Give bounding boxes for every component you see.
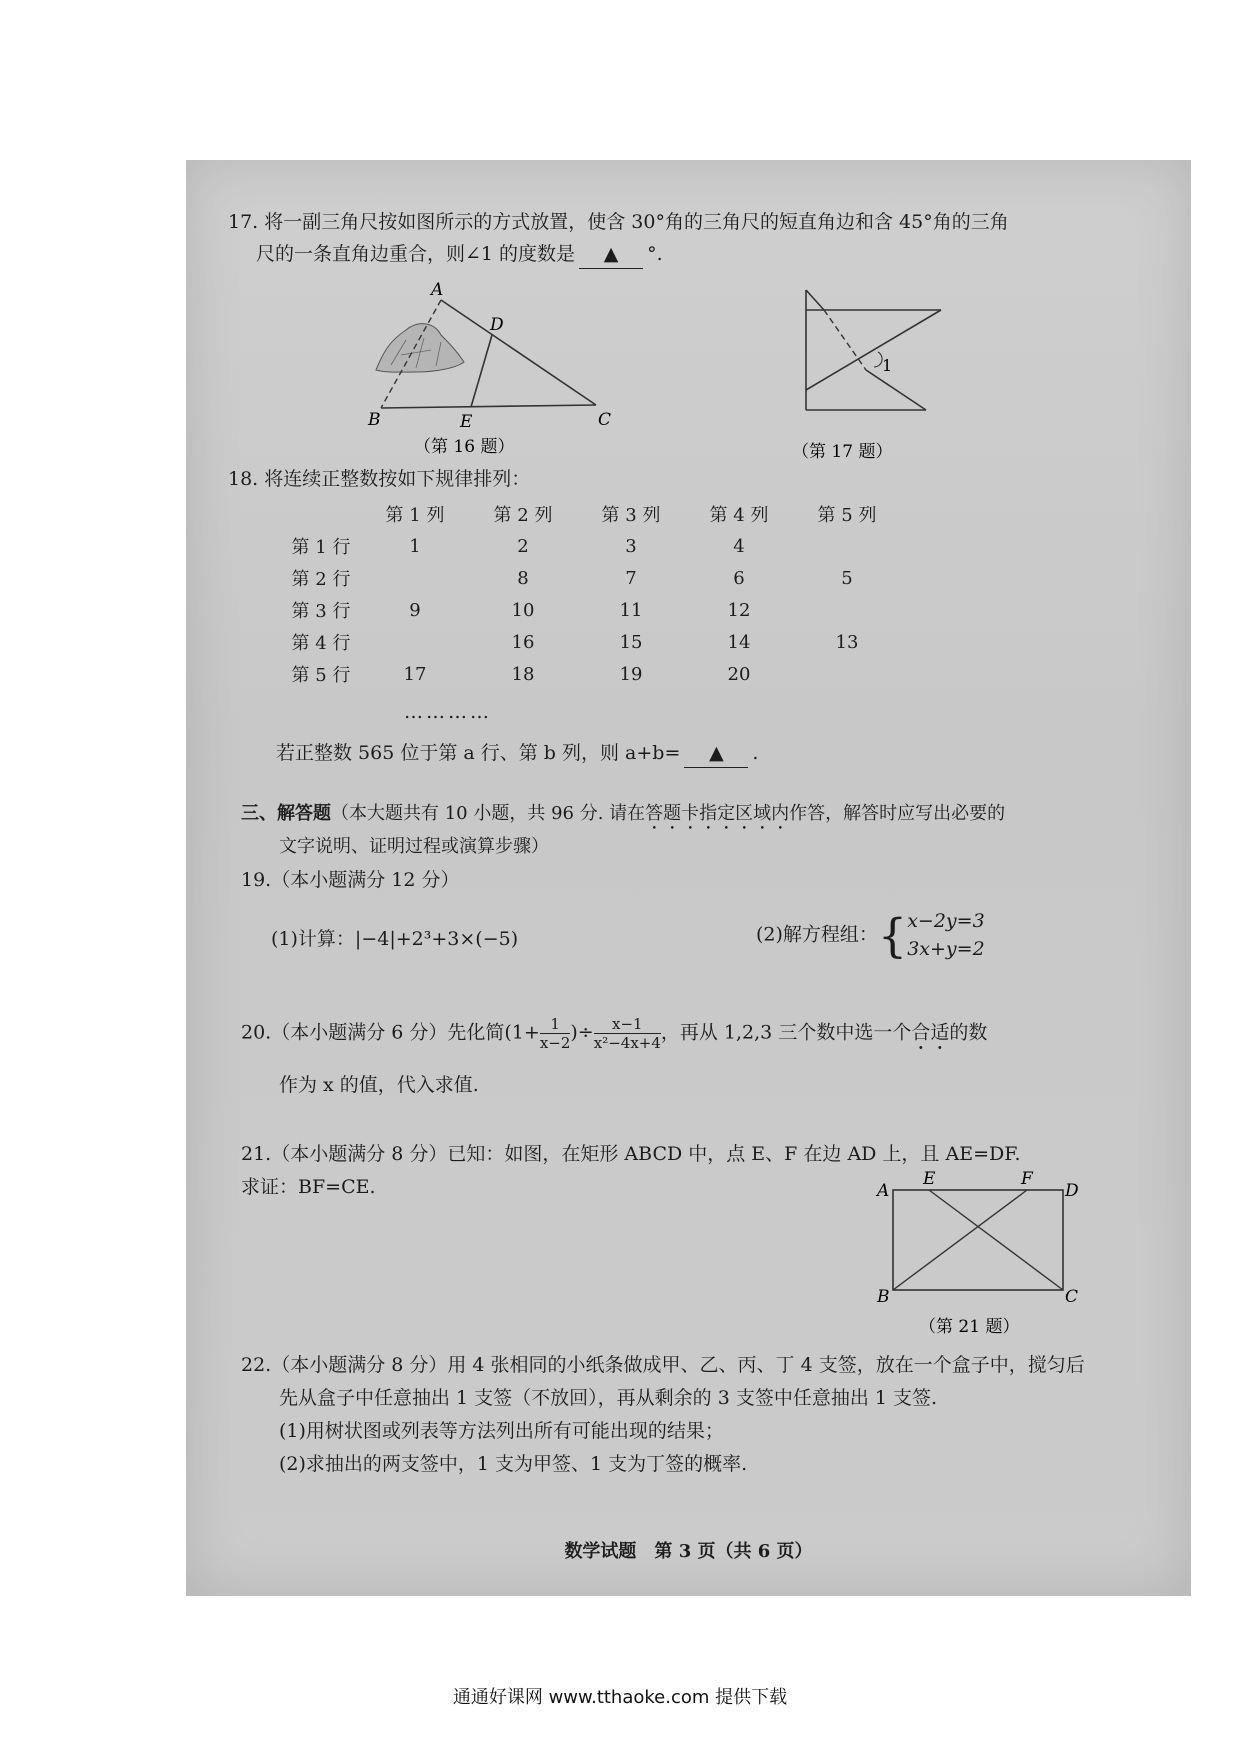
column-header: 第 3 列	[601, 505, 661, 526]
q20-line2: 作为 x 的值，代入求值.	[279, 1074, 479, 1096]
section-3-heading: 三、解答题（本大题共有 10 小题，共 96 分. 请在答题卡指定区域内作答，解答时应写出必要的	[241, 803, 1006, 824]
table-row	[281, 530, 901, 562]
fraction-1: $\frac{1}{x-2}$	[539, 1015, 571, 1052]
table-cell	[361, 626, 469, 658]
table-cell	[793, 594, 901, 626]
table-cell: 15	[619, 631, 643, 653]
q17-line2: 尺的一条直角边重合，则∠1 的度数是 ▲ °.	[256, 242, 663, 269]
hidden-edge-dashed	[824, 310, 866, 370]
table-cell: 9	[409, 599, 421, 621]
row-label: 第 1 行	[291, 537, 351, 558]
label-A: A	[877, 1181, 890, 1201]
table-cell: 7	[625, 567, 637, 589]
label-B: B	[368, 410, 381, 430]
label-E: E	[460, 412, 473, 432]
row-label: 第 2 行	[291, 569, 351, 590]
section-3-desc2: 文字说明、证明过程或演算步骤）	[279, 836, 549, 857]
q22-line2: 先从盒子中任意抽出 1 支签（不放回），再从剩余的 3 支签中任意抽出 1 支签.	[279, 1387, 938, 1409]
set-square-45-hypotenuse	[866, 370, 926, 410]
label-B: B	[877, 1287, 890, 1307]
segment-BC	[381, 405, 596, 408]
q21-line1: 21.（本小题满分 8 分）已知：如图，在矩形 ABCD 中，点 E、F 在边 AD 上，且 AE=DF.	[241, 1143, 1021, 1165]
q18-intro: 18. 将连续正整数按如下规律排列：	[228, 468, 531, 490]
table-cell: 3	[625, 535, 637, 557]
equation-1: x−2y=3	[907, 910, 985, 932]
q18-question: 若正整数 565 位于第 a 行、第 b 列，则 a+b= ▲ .	[276, 741, 758, 768]
site-footer: 通通好课网 www.tthaoke.com 提供下载	[452, 1687, 788, 1708]
table-cell: 12	[727, 599, 751, 621]
table-cell: 17	[403, 663, 427, 685]
scanned-page	[186, 160, 1191, 1596]
table-cell: 20	[727, 663, 751, 685]
system-brace: {	[877, 908, 908, 963]
table-row	[281, 562, 901, 594]
table-cell: 4	[733, 535, 745, 557]
angle-1-arc	[874, 352, 882, 367]
label-D: D	[1065, 1181, 1079, 1201]
table-cell: 16	[511, 631, 535, 653]
column-header: 第 1 列	[385, 505, 445, 526]
table-cell: 11	[619, 599, 643, 621]
table-cell: 14	[727, 631, 751, 653]
table-cell: 18	[511, 663, 535, 685]
label-D: D	[490, 315, 504, 335]
table-cell	[793, 658, 901, 690]
q18-answer-blank: ▲	[684, 741, 748, 768]
table-row	[281, 594, 901, 626]
table-row	[281, 626, 901, 658]
q18-ellipsis: …………	[404, 701, 492, 723]
column-header: 第 5 列	[817, 505, 877, 526]
table-header-row	[281, 498, 901, 530]
figure-16-caption: （第 16 题）	[414, 437, 515, 457]
figure-17-caption: （第 17 题）	[792, 442, 893, 462]
figure-21-caption: （第 21 题）	[919, 1317, 1020, 1337]
table-cell: 5	[841, 567, 853, 589]
table-cell	[793, 530, 901, 562]
row-label: 第 3 行	[291, 601, 351, 622]
table-cell	[361, 562, 469, 594]
q19-heading: 19.（本小题满分 12 分）	[241, 869, 460, 891]
table-cell: 19	[619, 663, 643, 685]
q20-line1: 20.（本小题满分 6 分）先化简(1+ $\frac{1}{x-2}$ )÷ $\frac{x-1}{\text{x²−4x+4}}$ ，再从 1,2,3 三个数中选一个合适的数	[241, 1015, 988, 1052]
q17-line1: 17. 将一副三角尺按如图所示的方式放置，使含 30°角的三角尺的短直角边和含 45°角的三角	[228, 211, 1009, 233]
page-number-footer: 数学试题 第 3 页（共 6 页）	[564, 1541, 813, 1562]
segment-BF	[893, 1190, 1027, 1290]
q18-table-wrap	[281, 498, 901, 690]
label-E: E	[923, 1170, 936, 1189]
table-cell: 1	[409, 535, 421, 557]
q19-part1: (1)计算：|−4|+2³+3×(−5)	[271, 928, 519, 950]
set-square-30-hypotenuse	[806, 310, 941, 390]
figure-21	[871, 1170, 1101, 1345]
table-cell: 2	[517, 535, 529, 557]
table-cell: 8	[517, 567, 529, 589]
column-header: 第 4 列	[709, 505, 769, 526]
label-C: C	[598, 410, 612, 430]
row-label: 第 4 行	[291, 633, 351, 654]
table-row	[281, 658, 901, 690]
q17-answer-blank: ▲	[579, 242, 643, 269]
column-header: 第 2 列	[493, 505, 553, 526]
label-A: A	[431, 280, 444, 300]
q22-line1: 22.（本小题满分 8 分）用 4 张相同的小纸条做成甲、乙、丙、丁 4 支签，放在一个盒子中，搅匀后	[241, 1354, 1085, 1376]
table-cell: 10	[511, 599, 535, 621]
label-C: C	[1065, 1287, 1079, 1307]
figure-17	[786, 285, 1006, 485]
equation-2: 3x+y=2	[907, 937, 985, 960]
angle-1-label: 1	[882, 356, 893, 375]
q22-line3: (1)用树状图或列表等方法列出所有可能出现的结果；	[279, 1420, 724, 1442]
table-cell: 13	[835, 631, 859, 653]
q22-line4: (2)求抽出的两支签中，1 支为甲签、1 支为丁签的概率.	[279, 1453, 748, 1475]
number-arrangement-table	[281, 498, 901, 690]
segment-AC	[441, 300, 596, 405]
segment-DE	[471, 335, 492, 407]
rock-illustration	[376, 324, 464, 372]
table-cell: 6	[733, 567, 745, 589]
q21-line2: 求证：BF=CE.	[241, 1176, 376, 1198]
label-F: F	[1021, 1170, 1033, 1189]
figure-16	[346, 280, 666, 490]
rectangle-ABCD	[893, 1190, 1063, 1290]
row-label: 第 5 行	[291, 665, 351, 686]
segment-CE	[929, 1190, 1063, 1290]
q19-part2: (2)解方程组：{ x−2y=3 3x+y=2	[756, 908, 985, 963]
fraction-2: $\frac{x-1}{\text{x²−4x+4}}$	[593, 1015, 661, 1052]
